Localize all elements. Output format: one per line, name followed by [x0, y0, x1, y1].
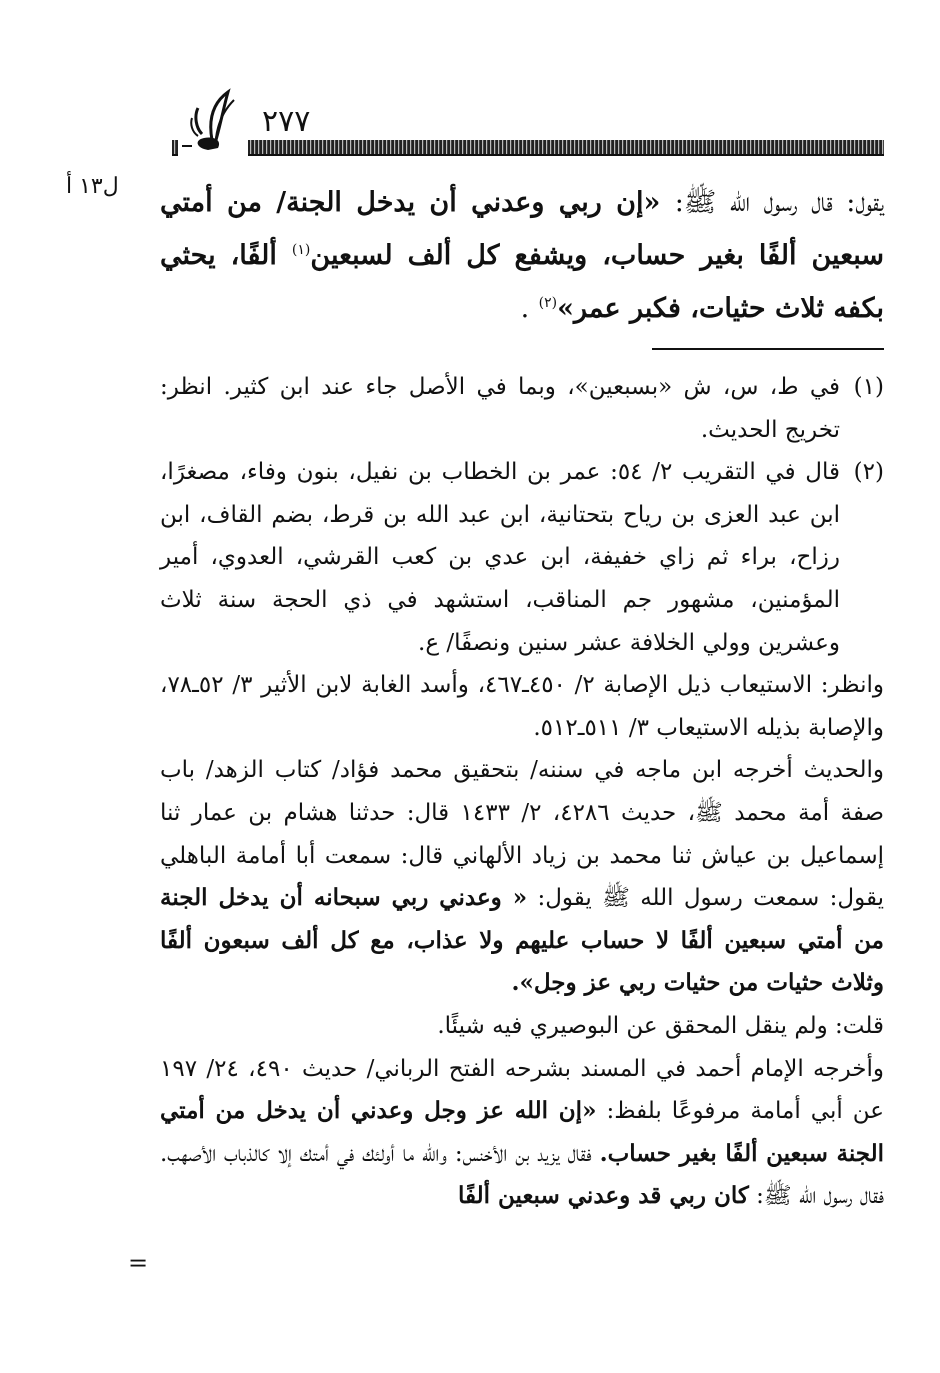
ibn-majah-hadith: « وعدني ربي سبحانه أن يدخل الجنة من أمتي سبعين ألفًا لا حساب عليهم ولا عذاب، مع كل ألف سبعون ألفًا وثلاث حثيات من حثيات ربي عز وجل». — [160, 884, 884, 997]
continuation-mark: = — [128, 1249, 149, 1277]
footnote-text: في ط، س، ش «بسبعين»، وبما في الأصل جاء عند ابن كثير. انظر: تخريج الحديث. — [160, 374, 840, 443]
hadith-text-cont: ألفًا، يحثي بكفه ثلاث حثيات، فكبر عمر» — [160, 240, 884, 324]
page-number: ٢٧٧ — [258, 104, 314, 140]
hadith-text: «إن ربي وعدني أن يدخل الجنة/ من أمتي سبعين ألفًا بغير حساب، ويشفع كل ألف لسبعين — [160, 187, 884, 271]
main-end: . — [520, 293, 530, 324]
ibn-majah-paragraph — [160, 749, 884, 1005]
footnote-2 — [160, 451, 884, 664]
header-rule-line — [172, 154, 884, 156]
main-intro: يقول: قال رسول الله ﷺ: — [674, 187, 884, 218]
footnote-number: (١) — [853, 374, 884, 400]
main-text — [160, 176, 884, 335]
ahmad-hadith-cont: كان ربي قد وعدني سبعين ألفًا — [457, 1182, 749, 1210]
ibn-majah-chain: والحديث أخرجه ابن ماجه في سننه/ بتحقيق محمد فؤاد/ كتاب الزهد/ باب صفة أمة محمد ﷺ، حديث ٤٢٨٦، ٢/ ١٤٣٣ قال: حدثنا هشام بن عمار ثنا إسماعيل بن عياش ثنا محمد بن زياد الألهاني قال: سمعت أبا أمامة الباهلي يقول: سمعت رسول الله ﷺ يقول: — [160, 757, 885, 912]
narrator-bio: قال في التقريب ٢/ ٥٤: عمر بن الخطاب بن نفيل، بنون وفاء، مصغرًا، ابن عبد العزى بن رياح بتحتانية، ابن عبد الله بن قرط، بضم القاف، ابن رزاح، براء ثم زاي خفيفة، ابن عدي بن كعب القرشي، العدوي، أمير المؤمنين، مشهور جم المناقب، استشهد في ذي الحجة سنة ثلاث وعشرين وولي الخلافة عشر سنين ونصفًا/ ع. — [160, 459, 840, 656]
sources-paragraph: وانظر: الاستيعاب ذيل الإصابة ٢/ ٤٥٠ـ٤٦٧، وأسد الغابة لابن الأثير ٣/ ٥٢ـ٧٨، والإصابة بذيله الاستيعاب ٣/ ٥١١ـ٥١٢. — [160, 672, 884, 741]
ahmad-paragraph — [160, 1048, 884, 1218]
quill-inkwell-icon — [178, 88, 248, 158]
footnote-separator — [652, 348, 884, 350]
header-rule — [172, 140, 884, 154]
manuscript-reference: ل١٣ أ — [66, 174, 119, 199]
ahmad-dialogue: فقال يزيد بن الأخنس: والله ما أولئك في أمتك إلا كالذباب الأصهب. فقال رسول الله ﷺ: — [160, 1140, 884, 1210]
footnote-ref-2[interactable]: (٢) — [538, 295, 558, 311]
footnotes — [160, 366, 884, 1218]
footnote-1 — [160, 366, 884, 451]
ahmad-hadith: «إن الله عز وجل وعدني أن يدخل من أمتي الجنة سبعين ألفًا بغير حساب. — [160, 1097, 884, 1167]
footnote-number: (٢) — [853, 459, 884, 486]
note-paragraph: قلت: ولم ينقل المحقق عن البوصيري فيه شيئًا. — [437, 1012, 884, 1039]
ahmad-chain: وأخرجه الإمام أحمد في المسند بشرحه الفتح الرباني/ حديث ٤٩٠، ٢٤/ ١٩٧ عن أبي أمامة مرفوعًا بلفظ: — [160, 1055, 885, 1125]
footnote-ref-1[interactable]: (١) — [291, 242, 311, 258]
